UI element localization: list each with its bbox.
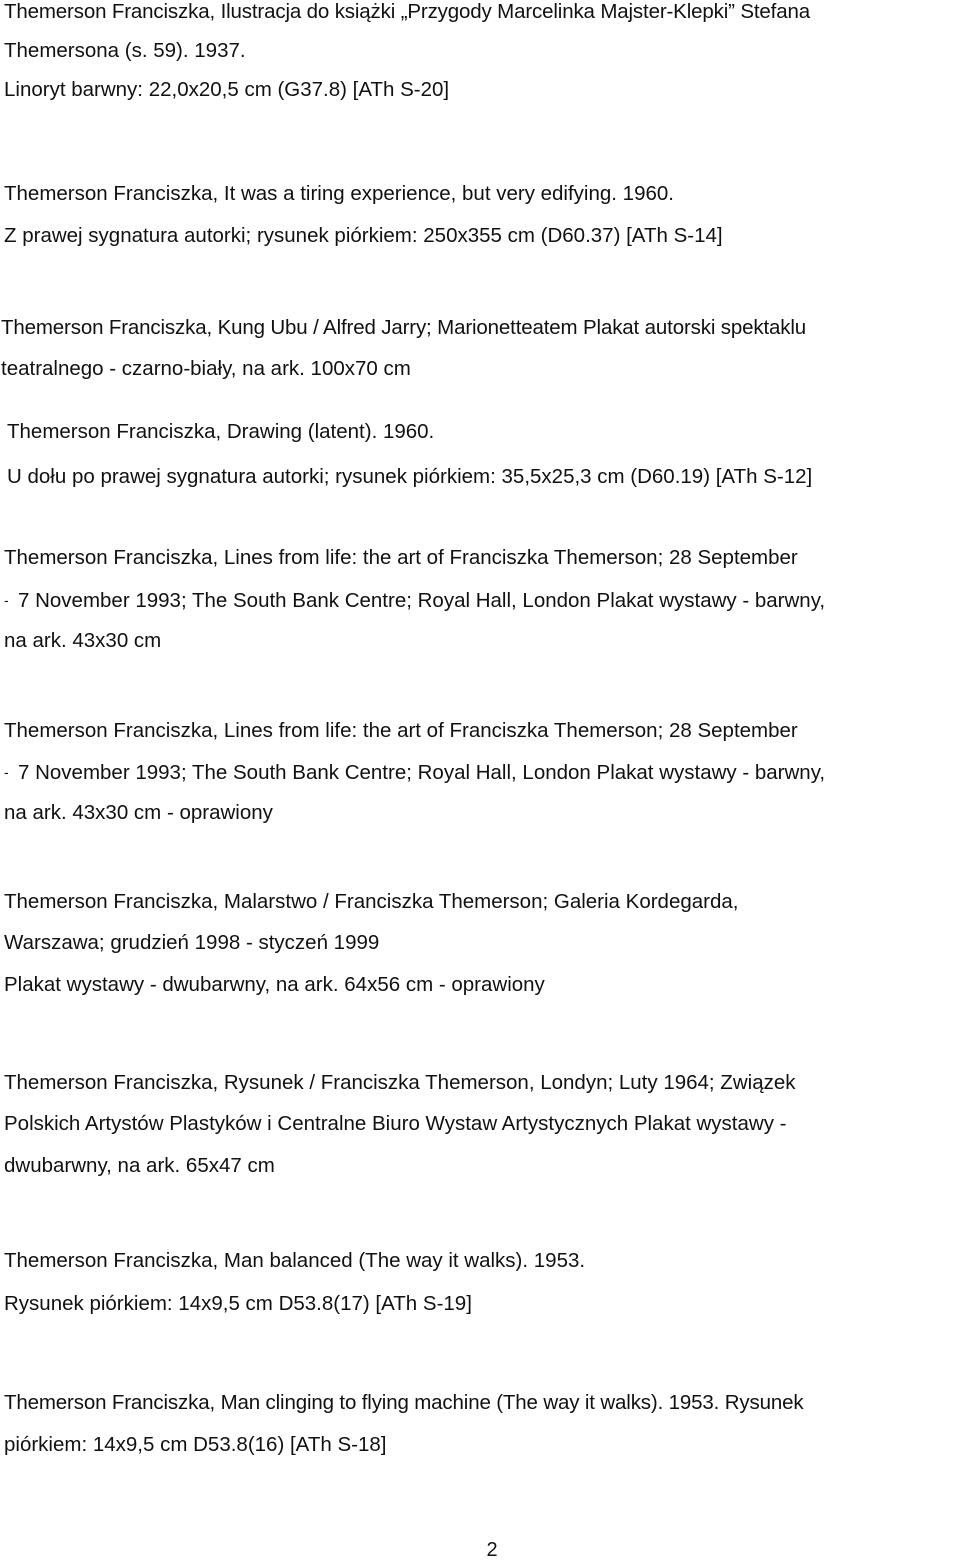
- page-number: 2: [486, 1539, 498, 1561]
- entry-line: na ark. 43x30 cm - oprawiony: [4, 801, 273, 824]
- entry-line: U dołu po prawej sygnatura autorki; rysunek piórkiem: 35,5x25,3 cm (D60.19) [ATh S-12]: [7, 465, 813, 488]
- entry-line: Themerson Franciszka, Drawing (latent). 1960.: [7, 420, 435, 443]
- entry-line: 7 November 1993; The South Bank Centre; Royal Hall, London Plakat wystawy - barwny,: [18, 761, 826, 784]
- entry-line: Plakat wystawy - dwubarwny, na ark. 64x56 cm - oprawiony: [4, 973, 545, 996]
- list-dash: -: [4, 764, 9, 780]
- entry-line: Themerson Franciszka, It was a tiring experience, but very edifying. 1960.: [4, 182, 674, 205]
- entry-line: Themerson Franciszka, Lines from life: the art of Franciszka Themerson; 28 September: [4, 719, 798, 742]
- entry-line: Polskich Artystów Plastyków i Centralne Biuro Wystaw Artystycznych Plakat wystawy -: [4, 1112, 787, 1135]
- entry-line: Themerson Franciszka, Rysunek / Franciszka Themerson, Londyn; Luty 1964; Związek: [4, 1071, 796, 1094]
- entry-line: Rysunek piórkiem: 14x9,5 cm D53.8(17) [ATh S-19]: [4, 1292, 472, 1315]
- entry-line-with-dash: [4, 760, 825, 785]
- entry-line: Themersona (s. 59). 1937.: [4, 39, 246, 62]
- entry-line: na ark. 43x30 cm: [4, 629, 162, 652]
- entry-line: Themerson Franciszka, Lines from life: the art of Franciszka Themerson; 28 September: [4, 546, 798, 569]
- entry-line: Linoryt barwny: 22,0x20,5 cm (G37.8) [ATh S-20]: [4, 78, 450, 101]
- entry-line: teatralnego - czarno-biały, na ark. 100x70 cm: [1, 357, 411, 380]
- entry-line: Themerson Franciszka, Man clinging to flying machine (The way it walks). 1953. Rysunek: [4, 1391, 804, 1414]
- entry-line: Warszawa; grudzień 1998 - styczeń 1999: [4, 931, 380, 954]
- entry-line: Themerson Franciszka, Malarstwo / Franciszka Themerson; Galeria Kordegarda,: [4, 890, 739, 913]
- entry-line: piórkiem: 14x9,5 cm D53.8(16) [ATh S-18]: [4, 1433, 387, 1456]
- entry-line: Themerson Franciszka, Kung Ubu / Alfred Jarry; Marionetteatem Plakat autorski spektaklu: [1, 316, 807, 339]
- entry-line: Themerson Franciszka, Ilustracja do książki „Przygody Marcelinka Majster-Klepki” Stefana: [4, 0, 810, 23]
- entry-line: 7 November 1993; The South Bank Centre; Royal Hall, London Plakat wystawy - barwny,: [18, 589, 826, 612]
- entry-line: Themerson Franciszka, Man balanced (The way it walks). 1953.: [4, 1249, 586, 1272]
- entry-line: dwubarwny, na ark. 65x47 cm: [4, 1154, 275, 1177]
- list-dash: -: [4, 592, 9, 608]
- entry-line-with-dash: [4, 588, 825, 613]
- entry-line: Z prawej sygnatura autorki; rysunek piórkiem: 250x355 cm (D60.37) [ATh S-14]: [4, 224, 723, 247]
